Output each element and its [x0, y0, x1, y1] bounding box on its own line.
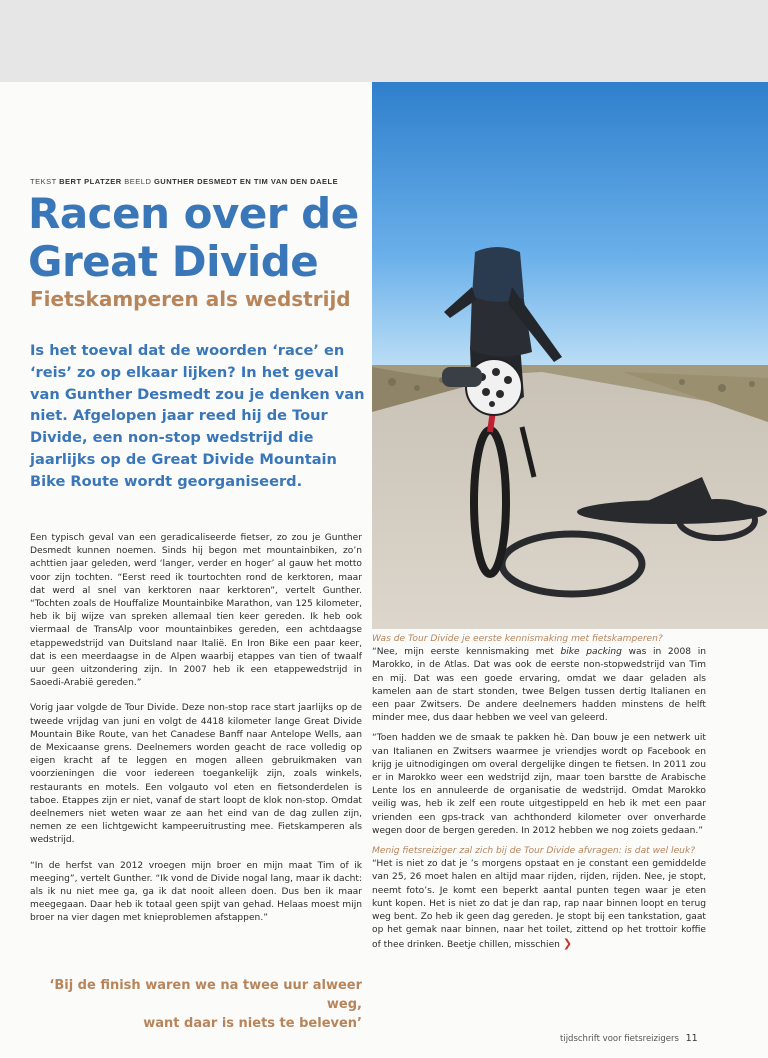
answer-text: “Nee, mijn eerste kennismaking met [372, 647, 561, 658]
right-column [372, 633, 706, 960]
cyclist-photo [372, 82, 768, 629]
lead-paragraph: Is het toeval dat de woorden ‘race’ en ‘reis’ zo op elkaar lijken? In het geval van Gunther Desmedt zou je denken van niet. Afgelopen jaar reed hij de Tour Divide, een non-stop wedstrijd die jaarlijks op de Great Divide Mountain Bike Route wordt georganiseerd. [30, 342, 365, 490]
pull-quote-line-2: want daar is niets te beleven’ [143, 1016, 362, 1031]
interview-question: Menig fietsreiziger zal zich bij de Tour Divide afvragen: is dat wel leuk? [372, 846, 696, 857]
page-footer [560, 1033, 698, 1044]
byline-author: BERT PLATZER [59, 177, 122, 186]
byline-text-label: TEKST [30, 177, 57, 186]
answer-text: was in 2008 in Marokko, in de Atlas. Dat was ook de eerste non-stopwedstrijd van Tim en mij. Dat was een goede ervaring, omdat we daar geladen als kamelen aan de start stonden, twee Belgen tussen dertig Italianen en een paar Zwitsers. De andere deelnemers hadden minstens de helft minder mee, dus daar hebben we veel van geleerd. [372, 647, 706, 724]
body-paragraph: Vorig jaar volgde de Tour Divide. Deze non-stop race start jaarlijks op de tweede vrijdag van juni en volgt de 4418 kilometer lange Great Divide Mountain Bike Route, van het Canadese Banff naar Antelope Wells, aan de Mexicaanse grens. Deelnemers worden geacht de race volledig op eigen kracht af te leggen en mogen alleen gebruikmaken van voorzieningen die voor iedereen toegankelijk zijn, zoals winkels, restaurants en motels. Een volgauto vol eten en fietsonderdelen is taboe. Etappes zijn er niet, vanaf de start loopt de klok non-stop. Omdat deelnemers niet weten waar ze aan het eind van de dag zullen zijn, nemen ze een lichtgewicht kampeeruitrusting mee. Fietskamperen als wedstrijd. [30, 703, 362, 846]
byline-image-label: BEELD [124, 177, 152, 186]
body-paragraph: “In de herfst van 2012 vroegen mijn broer en mijn maat Tim of ik meeging”, vertelt Gunther. “Ik vond de Divide nogal lang, maar ik dacht: als ik nu niet mee ga, ga ik dat nooit alleen doen. Dus ben ik maar meegegaan. Daar heb ik totaal geen spijt van gehad. Helaas moest mijn broer na vier dagen met knieproblemen afstappen.” [30, 860, 362, 924]
article-subtitle: Fietskamperen als wedstrijd [30, 287, 351, 311]
page-number: 11 [685, 1033, 698, 1044]
byline [30, 177, 338, 186]
continue-arrow-icon: ❯ [562, 937, 573, 951]
interview-answer [372, 858, 706, 952]
byline-photographers: GUNTHER DESMEDT EN TIM VAN DEN DAELE [153, 177, 339, 186]
answer-text: “Het is niet zo dat je ’s morgens opstaat en je constant een gemiddelde van 25, 26 moet halen en altijd maar rijden, rijden, rijden. Nee, je stopt, neemt foto’s. Je komt een beperkt aantal punten tegen waar je eten kunt kopen. Het is niet zo dat je dan rap, rap naar binnen loopt en terug weg bent. Zo heb ik geen dag gereden. Je stopt bij een tankstation, gaat op het gemak naar binnen, naar het toilet, zittend op het trottoir koffie of thee drinken. Beetje chillen, misschien [372, 859, 706, 951]
pull-quote [30, 976, 362, 1033]
title-line-2: Great Divide [28, 237, 319, 286]
answer-emphasis: bike packing [560, 647, 622, 658]
pull-quote-line-1: ‘Bij de finish waren we na twee uur alweer weg, [49, 978, 362, 1012]
cyclist-illustration [372, 82, 768, 629]
left-column [30, 532, 362, 938]
publication-name: tijdschrift voor fietsreizigers [560, 1034, 679, 1044]
magazine-page [0, 82, 768, 1058]
interview-answer: “Toen hadden we de smaak te pakken hè. Dan bouw je een netwerk uit van Italianen en Zwitsers waarmee je vriendjes wordt op Facebook en krijg je uitnodigingen om overal dergelijke dingen te fietsen. In 2011 zou er in Marokko weer een wedstrijd zijn, maar toen barstte de Arabische Lente los en annuleerde de organisatie de wedstrijd. Omdat Marokko veilig was, heb ik zelf een route uitgestippeld en heb ik met een paar vrienden een gps-track van achthonderd kilometer over onverharde wegen door de bergen gereden. In 2012 hebben we nog zoiets gedaan.” [372, 733, 706, 836]
interview-answer [372, 646, 706, 725]
title-line-1: Racen over de [28, 189, 359, 238]
article-title [28, 190, 368, 286]
interview-question: Was de Tour Divide je eerste kennismaking met fietskamperen? [372, 634, 663, 644]
body-paragraph: Een typisch geval van een geradicaliseerde fietser, zo zou je Gunther Desmedt kunnen noemen. Sinds hij begon met mountainbiken, zo’n achttien jaar geleden, werd ‘langer, verder en hoger’ al gauw het motto voor zijn tochten. “Eerst reed ik tourtochten rond de kerktoren, maar dat werd al snel van kerktoren naar kerktoren”, vertelt Gunther. “Tochten zoals de Houffalize Mountainbike Marathon, van 125 kilometer, heb ik bij wijze van spreken allemaal tien keer gereden. Ik heb ook viermaal de TransAlp voor mountainbikes gereden, een achtdaagse etappewedstrijd van Duitsland naar Italië. En Iron Bike een paar keer, dat is een meerdaagse in de Alpen waarbij etappes van tien of twaalf uur geen uitzondering zijn. In 2007 heb ik een etappewedstrijd in Saoedi-Arabië gereden.” [30, 533, 362, 689]
